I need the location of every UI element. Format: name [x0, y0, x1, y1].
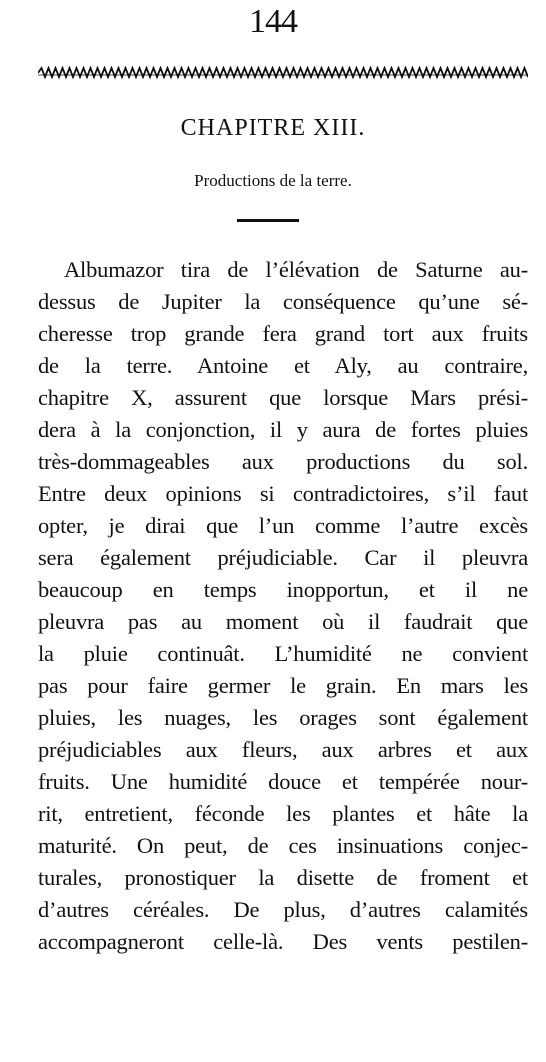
page-number: 144	[249, 3, 297, 40]
text-line: Entre deux opinions si contradictoires, s’il faut	[38, 481, 528, 506]
text-line: la pluie continuât. L’humidité ne convient	[38, 641, 528, 666]
text-line: rit, entretient, féconde les plantes et hâte la	[38, 801, 528, 826]
text-line: dera à la conjonction, il y aura de fortes pluies	[38, 417, 528, 442]
short-divider	[237, 219, 299, 222]
text-line: pleuvra pas au moment où il faudrait que	[38, 609, 528, 634]
text-line: pluies, les nuages, les orages sont également	[38, 705, 528, 730]
text-line: sera également préjudiciable. Car il pleuvra	[38, 545, 528, 570]
text-line: beaucoup en temps inopportun, et il ne	[38, 577, 528, 602]
text-line: turales, pronostiquer la disette de froment et	[38, 865, 528, 890]
text-line: préjudiciables aux fleurs, aux arbres et aux	[38, 737, 528, 762]
chapter-title: CHAPITRE XIII.	[180, 115, 366, 141]
text-line: cheresse trop grande fera grand tort aux fruits	[38, 321, 528, 346]
text-line: d’autres céréales. De plus, d’autres calamités	[38, 897, 528, 922]
text-line: dessus de Jupiter la conséquence qu’une sé-	[38, 289, 528, 314]
text-line: Albumazor tira de l’élévation de Saturne au-	[64, 257, 528, 282]
body-paragraph	[38, 254, 528, 958]
text-line: opter, je dirai que l’un comme l’autre excès	[38, 513, 528, 538]
text-line: pas pour faire germer le grain. En mars les	[38, 673, 528, 698]
text-line: maturité. On peut, de ces insinuations conjec-	[38, 833, 528, 858]
text-line: très-dommageables aux productions du sol.	[38, 449, 528, 474]
text-line: chapitre X, assurent que lorsque Mars prési-	[38, 385, 528, 410]
text-line: de la terre. Antoine et Aly, au contraire,	[38, 353, 528, 378]
text-line: fruits. Une humidité douce et tempérée nour-	[38, 769, 528, 794]
text-line: accompagneront celle-là. Des vents pestilen-	[38, 929, 528, 954]
chapter-subtitle: Productions de la terre.	[194, 171, 352, 190]
wavy-divider	[38, 66, 528, 80]
